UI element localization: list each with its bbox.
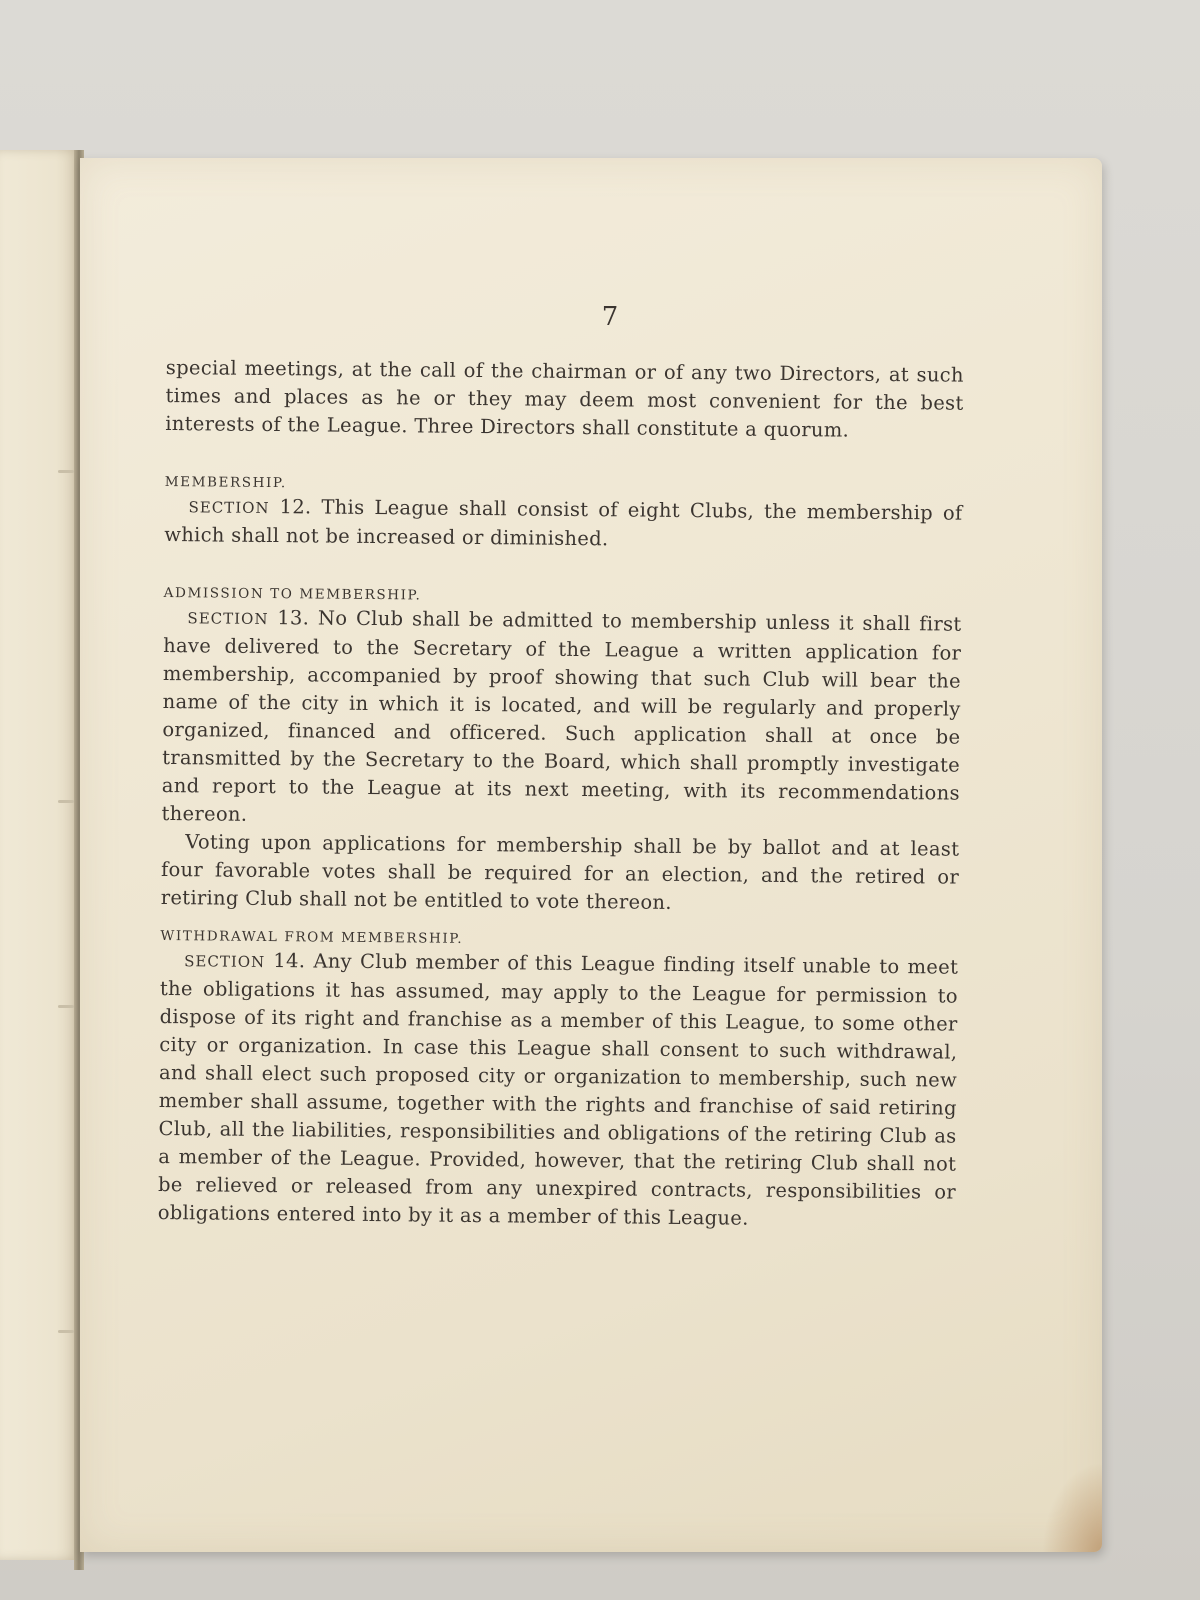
section-heading-membership: MEMBERSHIP.	[164, 473, 287, 492]
stitch-mark	[58, 1330, 74, 1333]
voting-paragraph: Voting upon applications for membership shall be by ballot and at least four favorable votes shall be required for an election, and the retired or retiring Club shall not be entitled to vote thereon.	[160, 830, 960, 914]
section-number: 13.	[277, 606, 310, 630]
page-number: 7	[601, 302, 619, 332]
section-heading-admission: ADMISSION TO MEMBERSHIP.	[163, 584, 422, 604]
section-number: 12.	[279, 495, 312, 519]
section-heading-withdrawal: WITHDRAWAL FROM MEMBERSHIP.	[160, 927, 464, 947]
section-14-paragraph	[158, 946, 959, 1235]
section-label: SECTION	[188, 498, 270, 518]
section-12-paragraph	[164, 492, 963, 557]
page-corner-stain	[1042, 1462, 1102, 1552]
stitch-mark	[58, 1005, 74, 1008]
stitch-mark	[58, 470, 74, 473]
section-label: SECTION	[184, 952, 266, 971]
page-body	[158, 354, 964, 1235]
continuation-paragraph: special meetings, at the call of the chairman or of any two Directors, at such times and places as he or they may deem most convenient for the best interests of the League. Three Directors shall constitute a quorum.	[165, 355, 964, 442]
section-text: No Club shall be admitted to membership unless it shall first have delivered to the Secretary of the League a written application for membership, accompanied by proof showing that such Club will bear the name of the city in which it is located, and will be regularly and properly organized, financed and officered. Such application shall at once be transmitted by the Secretary to the Board, which shall promptly investigate and report to the League at its next meeting, with its recommendations thereon.	[161, 606, 962, 826]
section-text: This League shall consist of eight Clubs, the membership of which shall not be increased or diminished.	[164, 495, 963, 551]
section-text: Any Club member of this League finding itself unable to meet the obligations it has assumed, may apply to the League for permission to dispose of its right and franchise as a member of this League, to some other city or organization. In case this League shall consent to such withdrawal, and shall elect such proposed city or organization to membership, such new member shall assume, together with the rights and franchise of said retiring Club, all the liabilities, responsibilities and obligations of the retiring Club as a member of the League. Provided, however, that the retiring Club shall not be relieved or released from any unexpired contracts, responsibilities or obligations entered into by it as a member of this League.	[157, 949, 959, 1230]
section-13-paragraph	[161, 603, 961, 836]
left-facing-page	[0, 150, 80, 1560]
section-number: 14.	[273, 949, 306, 973]
stitch-mark	[58, 800, 74, 803]
section-label: SECTION	[187, 609, 269, 628]
